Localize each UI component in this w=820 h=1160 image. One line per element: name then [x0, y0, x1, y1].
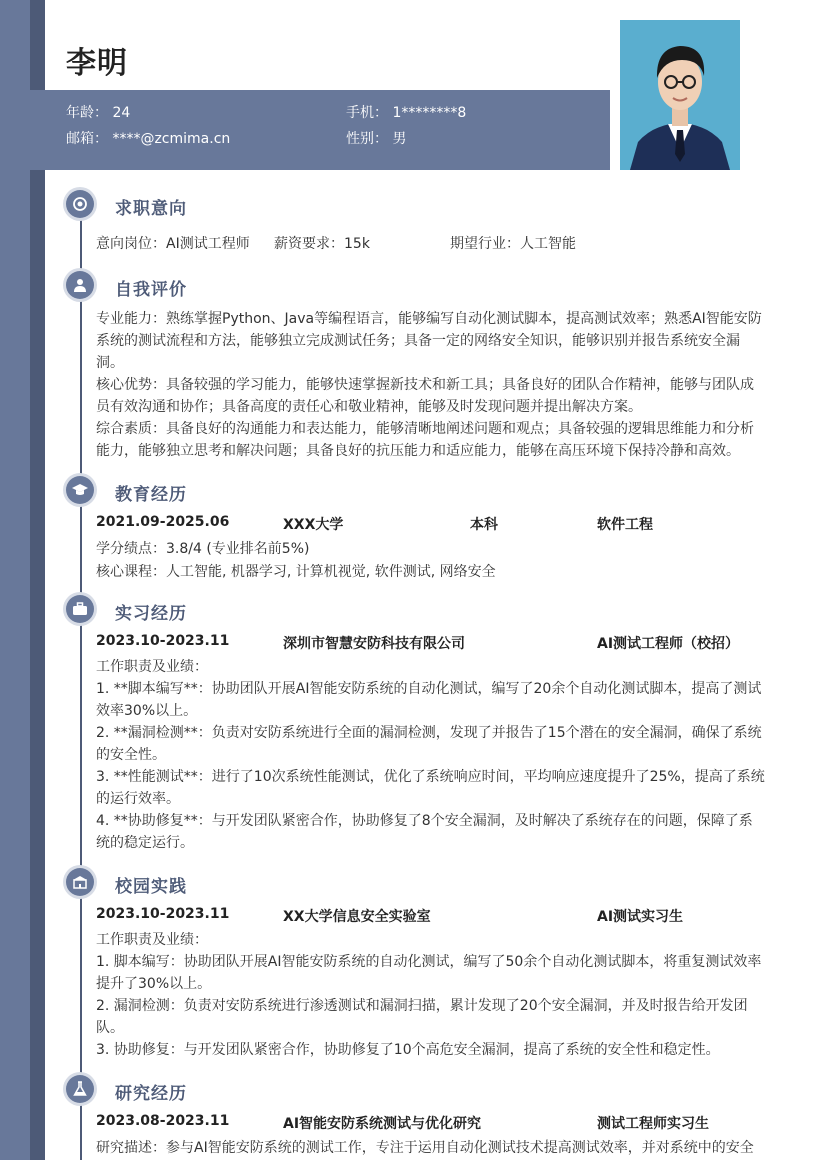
section-title-education: 教育经历 — [115, 485, 187, 505]
internship-line: 4. **协助修复**：与开发团队紧密合作，协助修复了8个安全漏洞，及时解决了系统存在的问题，保障了系统的稳定运行。 — [96, 813, 753, 851]
self-eval-paragraph: 专业能力：熟练掌握Python、Java等编程语言，能够编写自动化测试脚本，提高测试效率；熟悉AI智能安防系统的测试流程和方法，能够独立完成测试任务；具备一定的网络安全知识，能够识别并报告系统安全漏洞。 — [96, 311, 762, 371]
research-period: 2023.08-2023.11 — [96, 1113, 230, 1129]
left-accent-bar — [0, 0, 30, 1160]
self-eval-paragraph: 综合素质：具备良好的沟通能力和表达能力，能够清晰地阐述问题和观点；具备较强的逻辑思维能力和分析能力，能够独立思考和解决问题；具备良好的抗压能力和适应能力，能够在高压环境下保持冷静和高效。 — [96, 421, 754, 459]
education-gpa: 学分绩点：3.8/4 (专业排名前5%) — [96, 541, 310, 557]
internship-details — [96, 656, 766, 854]
internship-period: 2023.10-2023.11 — [96, 633, 230, 649]
flask-icon — [66, 1075, 94, 1103]
briefcase-icon — [66, 595, 94, 623]
timeline-line — [80, 190, 82, 1160]
campus-details — [96, 929, 766, 1061]
internship-role: AI测试工程师（校招） — [597, 636, 740, 652]
internship-company: 深圳市智慧安防科技有限公司 — [283, 636, 465, 652]
graduation-cap-icon — [66, 476, 94, 504]
building-icon — [66, 868, 94, 896]
internship-line: 1. **脚本编写**：协助团队开展AI智能安防系统的自动化测试，编写了20余个自动化测试脚本，提高了测试效率30%以上。 — [96, 681, 762, 719]
education-major: 软件工程 — [597, 517, 653, 533]
section-title-campus: 校园实践 — [115, 877, 187, 897]
intent-industry: 期望行业：人工智能 — [450, 236, 576, 252]
campus-period: 2023.10-2023.11 — [96, 906, 230, 922]
phone-field: 手机： 1********8 — [346, 105, 467, 121]
campus-line: 工作职责及业绩： — [96, 932, 208, 948]
internship-line: 2. **漏洞检测**：负责对安防系统进行全面的漏洞检测，发现了并报告了15个潜在的安全漏洞，确保了系统的安全性。 — [96, 725, 762, 763]
section-title-self-eval: 自我评价 — [115, 280, 187, 300]
profile-photo — [620, 20, 740, 170]
education-courses: 核心课程：人工智能, 机器学习, 计算机视觉, 软件测试, 网络安全 — [96, 564, 496, 580]
section-title-internship: 实习经历 — [115, 604, 187, 624]
research-project: AI智能安防系统测试与优化研究 — [283, 1116, 482, 1132]
intent-position: 意向岗位：AI测试工程师 — [96, 236, 250, 252]
self-eval-text — [96, 308, 766, 462]
left-accent-bar-dark — [30, 0, 45, 1160]
self-eval-paragraph: 核心优势：具备较强的学习能力，能够快速掌握新技术和新工具；具备良好的团队合作精神，能够与团队成员有效沟通和协作；具备高度的责任心和敬业精神，能够及时发现问题并提出解决方案。 — [96, 377, 754, 415]
education-school: XXX大学 — [283, 517, 344, 533]
section-title-research: 研究经历 — [115, 1084, 187, 1104]
education-period: 2021.09-2025.06 — [96, 514, 230, 530]
section-title-intent: 求职意向 — [115, 199, 187, 219]
campus-role: AI测试实习生 — [597, 909, 684, 925]
internship-line: 工作职责及业绩： — [96, 659, 208, 675]
campus-line: 1. 脚本编写：协助团队开展AI智能安防系统的自动化测试，编写了50余个自动化测试脚本，将重复测试效率提升了30%以上。 — [96, 954, 762, 992]
person-icon — [66, 271, 94, 299]
research-role: 测试工程师实习生 — [597, 1116, 709, 1132]
candidate-name: 李明 — [66, 46, 128, 81]
education-degree: 本科 — [470, 517, 498, 533]
email-field: 邮箱： ****@zcmima.cn — [66, 131, 231, 147]
gender-field: 性别： 男 — [346, 131, 407, 147]
target-icon — [66, 190, 94, 218]
campus-org: XX大学信息安全实验室 — [283, 909, 431, 925]
campus-line: 2. 漏洞检测：负责对安防系统进行渗透测试和漏洞扫描，累计发现了20个安全漏洞，并及时报告给开发团队。 — [96, 998, 748, 1036]
intent-salary: 薪资要求：15k — [274, 236, 370, 252]
internship-line: 3. **性能测试**：进行了10次系统性能测试，优化了系统响应时间，平均响应速度提升了25%，提高了系统的运行效率。 — [96, 769, 765, 807]
age-field: 年龄： 24 — [66, 105, 131, 121]
research-description: 研究描述：参与AI智能安防系统的测试工作，专注于运用自动化测试技术提高测试效率，并对系统中的安全 — [96, 1140, 754, 1156]
campus-line: 3. 协助修复：与开发团队紧密合作，协助修复了10个高危安全漏洞，提高了系统的安全性和稳定性。 — [96, 1042, 720, 1058]
